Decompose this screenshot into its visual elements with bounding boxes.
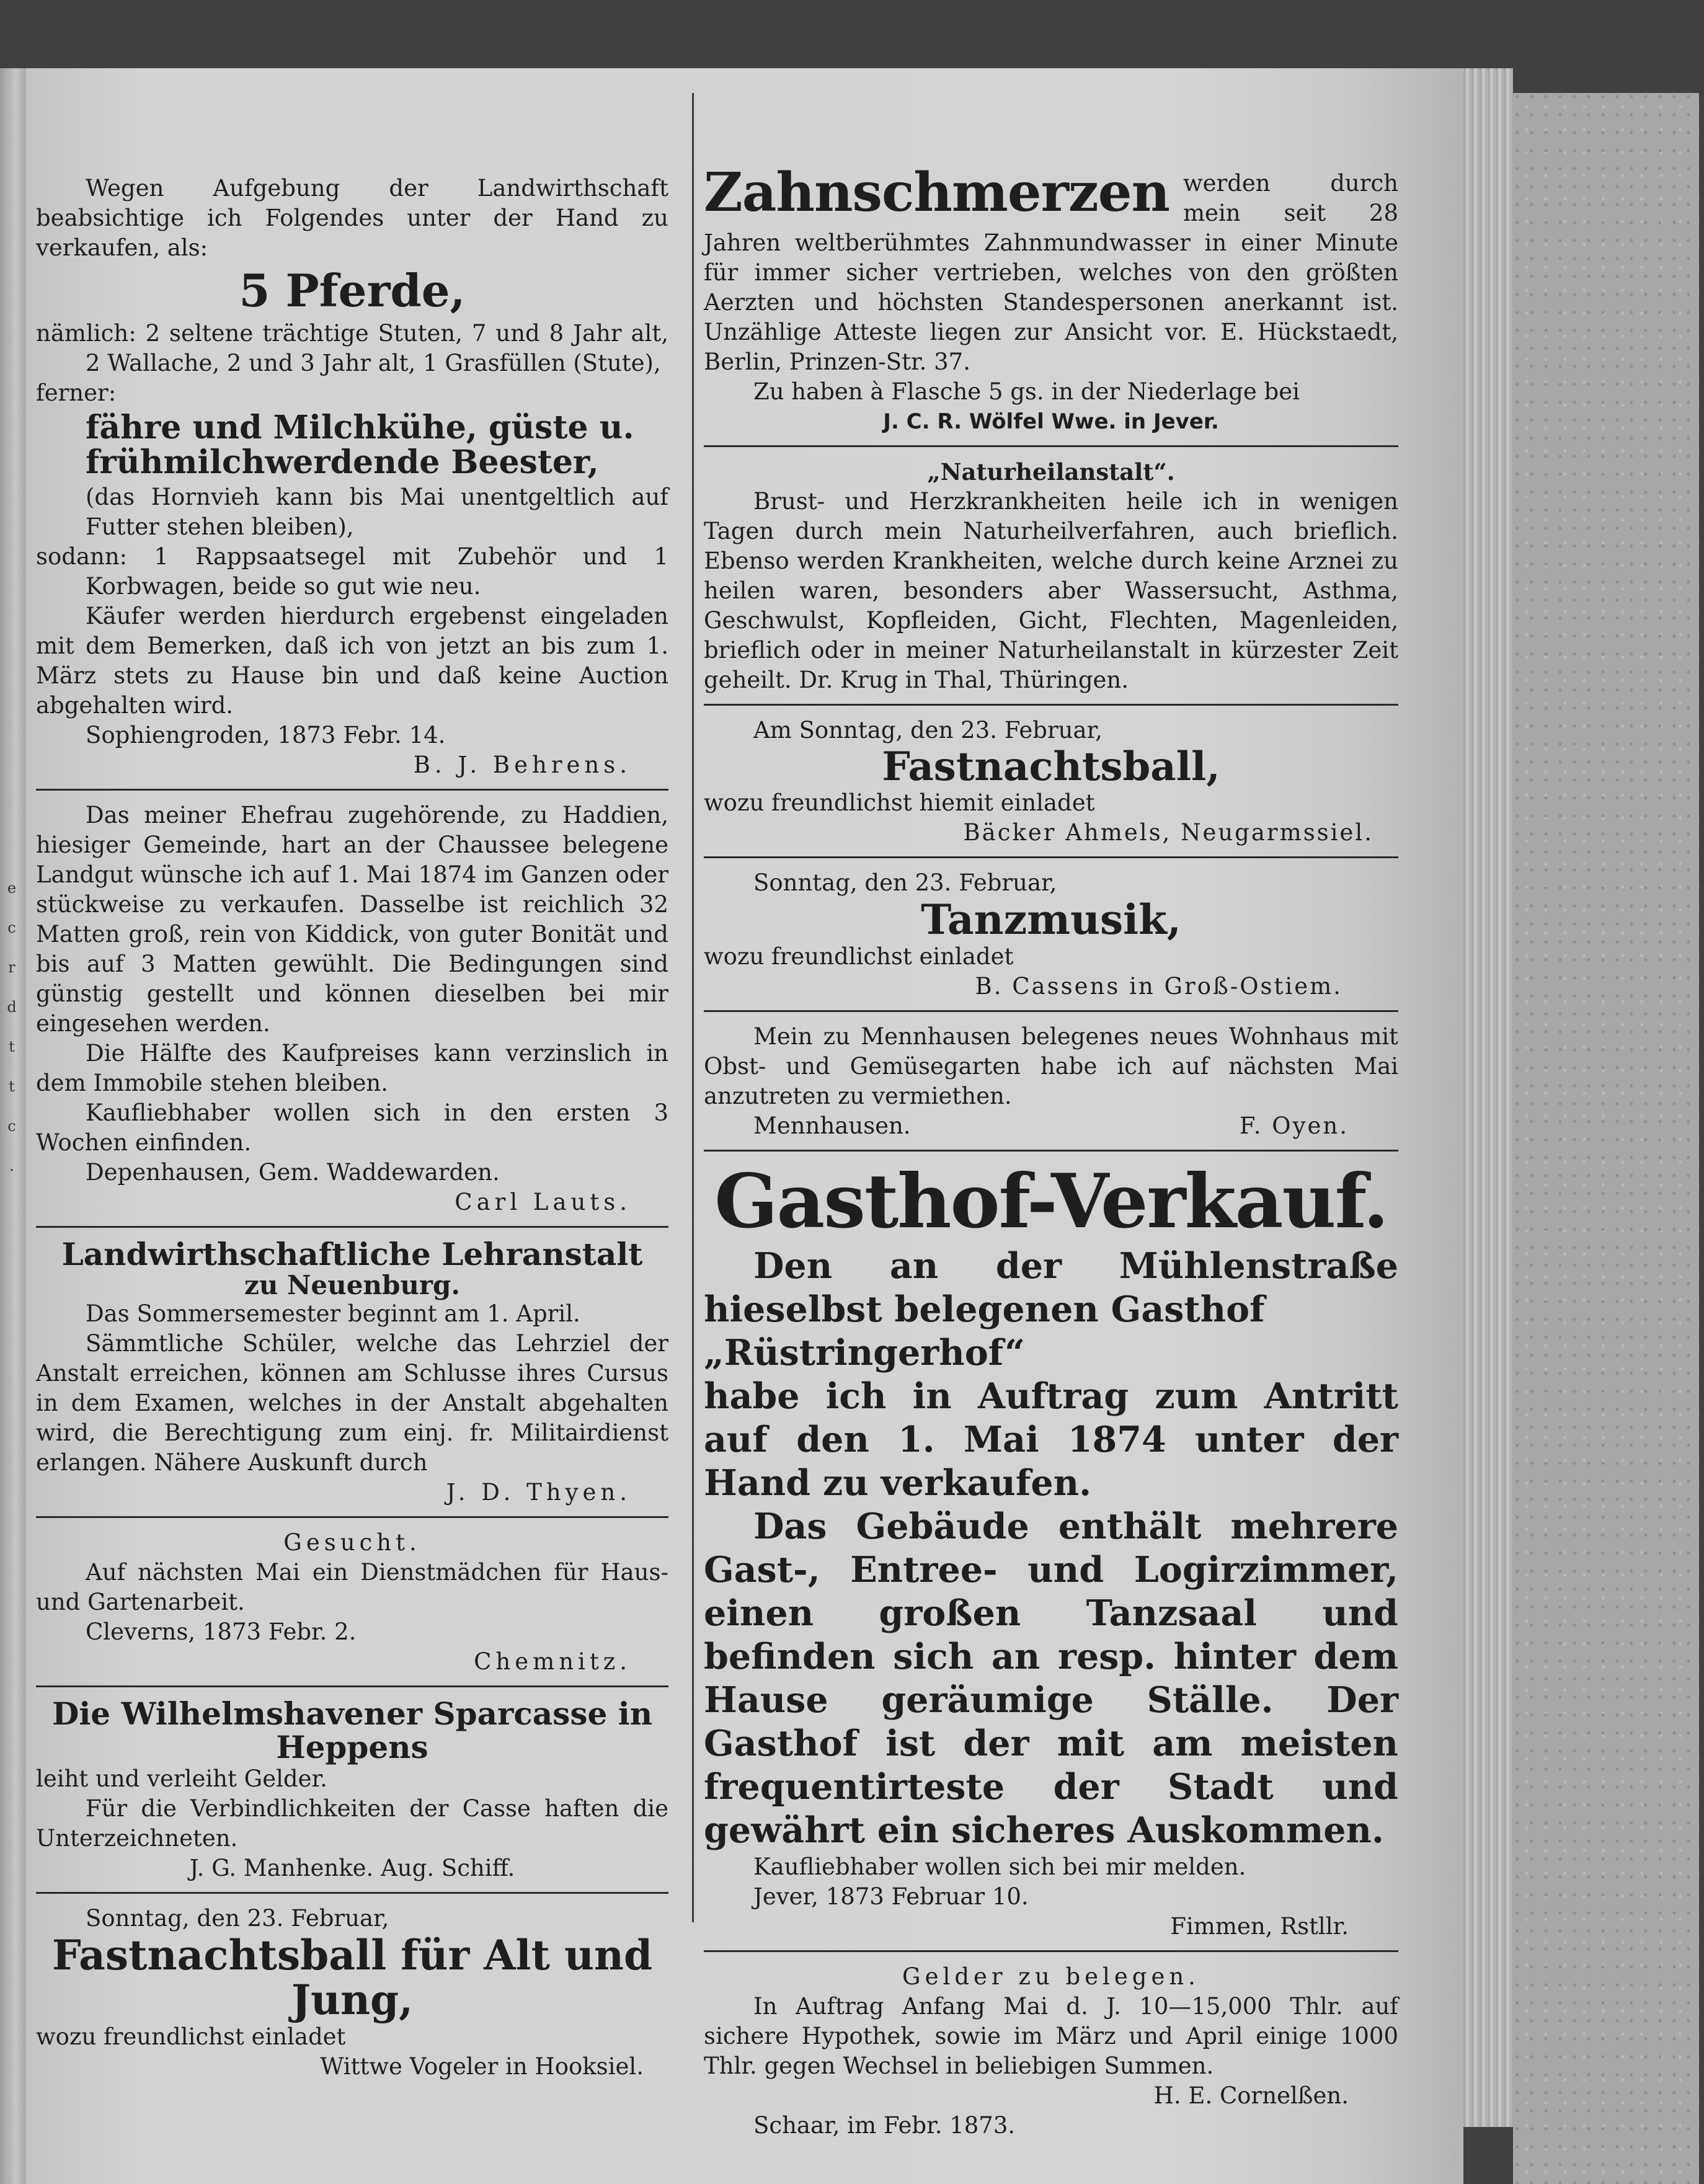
ad-headline: Zahnschmerzen [704, 161, 1169, 224]
ad-signature: J. D. Thyen. [446, 1479, 631, 1506]
ad-zahn [704, 161, 1398, 437]
ad-gelder [704, 1962, 1398, 2141]
ad-gasthof [704, 1158, 1398, 1942]
ad-separator [36, 1685, 668, 1687]
ad-signature: Bäcker Ahmels, Neugarmssiel. [963, 819, 1373, 846]
ad-separator [36, 789, 668, 791]
ad-date: Sonntag, den 23. Februar, [86, 1905, 389, 1932]
ad-date: Sonntag, den 23. Februar, [753, 869, 1057, 897]
ad-body: Sämmtliche Schüler, welche das Lehrziel der Anstalt erreichen, können am Schlusse ihres Cursus in dem Examen, welches in der Anstalt abgehalten wird, die Berechtigung zum einj. fr. Militairdienst erlangen. Nähere Auskunft durch [36, 1330, 668, 1476]
ad-tanz [704, 868, 1398, 1001]
ad-sparcasse [36, 1697, 668, 1883]
ad-body: Den an der Mühlenstraße hieselbst belegenen Gasthof [704, 1245, 1398, 1331]
ad-headline: Gesucht. [283, 1529, 421, 1556]
ad-place: Depenhausen, Gem. Waddewarden. [86, 1159, 500, 1186]
ad-seller: J. C. R. Wölfel Wwe. in Jever. [883, 409, 1219, 434]
ad-body: habe ich in Auftrag zum Antritt auf den 1. Mai 1874 unter der Hand zu verkaufen. [704, 1375, 1398, 1504]
edge-letter: e [7, 879, 17, 897]
ad-body: Für die Verbindlichkeiten der Casse haften die Unterzeichneten. [36, 1795, 668, 1852]
ad-body: Käufer werden hierdurch ergebenst eingeladen mit dem Bemerken, daß ich von jetzt an bis zum 1. März stets zu Hause bin und daß keine Auction abgehalten wird. [36, 603, 668, 719]
edge-letter: t [9, 1078, 15, 1095]
ad-separator [704, 704, 1398, 706]
ad-headline: Tanzmusik, [921, 895, 1181, 944]
ad-separator [36, 1892, 668, 1894]
edge-letter: d [7, 998, 17, 1016]
ad-body: Zu haben à Flasche 5 gs. in der Niederlage bei [753, 378, 1300, 405]
ad-headline: Die Wilhelmshavener Sparcasse in Heppens [51, 1695, 653, 1766]
ad-signature: B. J. Behrens. [413, 752, 631, 779]
ad-signature: F. Oyen. [1239, 1112, 1349, 1140]
book-cover-board [1513, 93, 1699, 2184]
ad-body: Auf nächsten Mai ein Dienstmädchen für Haus- und Gartenarbeit. [36, 1559, 668, 1616]
ad-separator [704, 856, 1398, 858]
ad-headline: Fastnachtsball, [882, 744, 1220, 790]
ad-note: (das Hornvieh kann bis Mai unentgeltlich auf Futter stehen bleiben), [86, 484, 668, 541]
ad-date: Jever, 1873 Februar 10. [753, 1883, 1029, 1911]
ad-body: Die Hälfte des Kaufpreises kann verzinslich in dem Immobile stehen bleiben. [36, 1040, 668, 1097]
ad-natur [704, 457, 1398, 695]
ad-body: sodann: 1 Rappsaatsegel mit Zubehör und 1 Korbwagen, beide so gut wie neu. [36, 543, 668, 600]
left-edge-letters [4, 868, 20, 1186]
ad-signature: B. Cassens in Groß-Ostiem. [975, 973, 1342, 1000]
ad-name: „Rüstringerhof“ [704, 1332, 1025, 1374]
ad-separator [36, 1516, 668, 1518]
ad-signature: Wittwe Vogeler in Hooksiel. [320, 2053, 644, 2080]
edge-letter: c [7, 1117, 16, 1135]
edge-letter: . [9, 1157, 14, 1174]
ad-body: wozu freundlichst einladet [704, 943, 1014, 970]
ad-body: Brust- und Herzkrankheiten heile ich in wenigen Tagen durch mein Naturheilverfahren, auch brieflich. Ebenso werden Krankheiten, welche durch keine Arznei zu heilen waren, besonders aber Wassersucht, Asthma, Geschwulst, Kopfleiden, Gicht, Flechten, Magenleiden, brieflich oder in meiner Naturheilanstalt in kürzester Zeit geheilt. Dr. Krug in Thal, Thüringen. [704, 488, 1398, 693]
ad-subheadline: fähre und Milchkühe, güste u. frühmilchwerdende Beester, [86, 408, 634, 481]
ad-date: Cleverns, 1873 Febr. 2. [86, 1618, 357, 1646]
ad-ball [36, 1904, 668, 2082]
ad-body: wozu freundlichst hiemit einladet [704, 789, 1095, 817]
ad-headline: Fastnachtsball für Alt und Jung, [51, 1931, 653, 2024]
ad-place: Mennhausen. [753, 1112, 911, 1140]
ad-body: nämlich: 2 seltene trächtige Stuten, 7 und 8 Jahr alt, 2 Wallache, 2 und 3 Jahr alt, 1 Grasfüllen (Stute), [36, 319, 668, 376]
ad-intro: Wegen Aufgebung der Landwirthschaft beabsichtige ich Folgendes unter der Hand zu verkaufen, als: [36, 175, 668, 261]
ad-signature: Fimmen, Rstllr. [1170, 1913, 1349, 1940]
ad-body: Kaufliebhaber wollen sich bei mir melden. [753, 1853, 1246, 1881]
ad-separator [704, 1150, 1398, 1152]
ad-body: wozu freundlichst einladet [36, 2023, 346, 2050]
ad-separator [704, 1010, 1398, 1012]
ad-headline: 5 Pferde, [239, 264, 466, 317]
ad-headline: Gelder zu belegen. [902, 1963, 1200, 1991]
ad-headline: Gasthof-Verkauf. [714, 1158, 1388, 1246]
edge-letter: r [8, 959, 16, 976]
ad-headline: „Naturheilanstalt“. [927, 458, 1175, 486]
column-divider [692, 93, 694, 1922]
ad-horses [36, 174, 668, 780]
ad-body: In Auftrag Anfang Mai d. J. 10—15,000 Thlr. auf sichere Hypothek, sowie im März und April einige 1000 Thlr. gegen Wechsel in beliebigen Summen. [704, 1993, 1398, 2080]
left-page-edge [0, 68, 26, 2184]
ad-ball2 [704, 716, 1398, 848]
ad-wohnhaus [704, 1022, 1398, 1141]
ad-separator [36, 1226, 668, 1228]
ad-body: leiht und verleiht Gelder. [36, 1765, 327, 1793]
ad-school [36, 1238, 668, 1507]
ad-body: werden durch mein seit 28 Jahren weltberühmtes Zahnmundwasser in einer Minute für immer sicher vertrieben, welches von den größten Aerzten und höchsten Standespersonen anerkannt ist. Unzählige Atteste liegen zur Ansicht vor. E. Hückstaedt, Berlin, Prinzen-Str. 37. [704, 170, 1398, 375]
ad-body: ferner: [36, 379, 117, 406]
ad-body: Das Gebäude enthält mehrere Gast-, Entree- und Logirzimmer, einen großen Tanzsaal und befinden sich an resp. hinter dem Hause geräumige Ställe. Der Gasthof ist der mit am meisten frequentirteste der Stadt und gewährt ein sicheres Auskommen. [704, 1506, 1398, 1852]
ad-body: Das meiner Ehefrau zugehörende, zu Haddien, hiesiger Gemeinde, hart an der Chaussee belegene Landgut wünsche ich auf 1. Mai 1874 im Ganzen oder stückweise zu verkaufen. Dasselbe ist reichlich 32 Matten groß, rein von Kiddick, von guter Bonität und bis auf 3 Matten gewühlt. Die Bedingungen sind günstig gestellt und können dieselben bei mir eingesehen werden. [36, 802, 668, 1037]
left-column [36, 87, 668, 2082]
ad-signature: J. G. Manhenke. Aug. Schiff. [189, 1855, 515, 1882]
edge-letter: c [7, 919, 16, 936]
right-column [704, 87, 1398, 2141]
ad-gesucht [36, 1528, 668, 1677]
edge-letter: t [9, 1038, 15, 1055]
ad-signature: Carl Lauts. [455, 1189, 631, 1216]
ad-body: Mein zu Mennhausen belegenes neues Wohnhaus mit Obst- und Gemüsegarten habe ich auf nächsten Mai anzutreten zu vermiethen. [704, 1023, 1398, 1110]
ad-separator [704, 1950, 1398, 1952]
page-edges [1463, 68, 1513, 2127]
ad-signature: Chemnitz. [474, 1648, 631, 1676]
ad-separator [704, 445, 1398, 447]
ad-body: Kaufliebhaber wollen sich in den ersten 3 Wochen einfinden. [36, 1099, 668, 1156]
ad-date: Am Sonntag, den 23. Februar, [753, 717, 1103, 744]
ad-landgut [36, 801, 668, 1217]
ad-subheadline: zu Neuenburg. [244, 1270, 460, 1301]
ad-place: Schaar, im Febr. 1873. [753, 2112, 1016, 2139]
ad-signature: H. E. Cornelßen. [1153, 2082, 1349, 2110]
ad-headline: Landwirthschaftliche Lehranstalt [61, 1236, 643, 1273]
ad-body: Das Sommersemester beginnt am 1. April. [86, 1300, 580, 1328]
ad-date: Sophiengroden, 1873 Febr. 14. [86, 722, 446, 749]
